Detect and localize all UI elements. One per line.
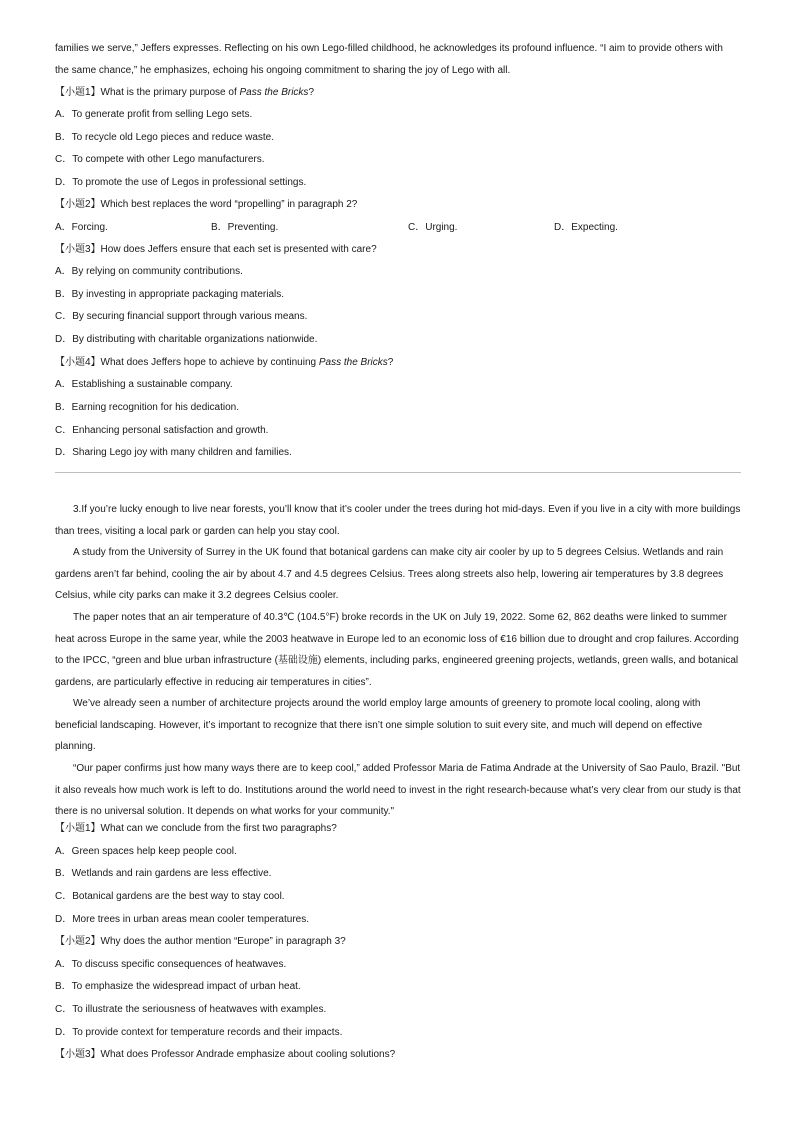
s2-q2-option-d: D．To provide context for temperature records and their impacts. xyxy=(55,1027,343,1038)
passage-paragraph-2: A study from the University of Surrey in the UK found that botanical gardens can make city air cooler by up to 5 degrees Celsius. Wetlands and rain gardens aren’t far behind, cooling the air by about 4.7 and 4.5 degrees Celsius. Trees along streets also help, lowering air temperatures by 3.8 degrees Celsius, while city parks can make it 3.2 degrees Celsius cooler. xyxy=(55,547,724,601)
q1-option-c: C．To compete with other Lego manufacturers. xyxy=(55,154,265,165)
q4-option-c: C．Enhancing personal satisfaction and growth. xyxy=(55,425,269,436)
passage-paragraph-3: The paper notes that an air temperature of 40.3℃ (104.5°F) broke records in the UK on July 19, 2022. Some 62, 862 deaths were linked to summer heat across Europe in the same year, while the 2003 heatwave in Europe led to an economic loss of €16 billion due to drought and crop failures. According to the IPCC, “green and blue urban infrastructure (基础设施) elements, including parks, engineered greening projects, wetlands, green walls, and botanical gardens, are particularly effective in reducing air temperatures in cities”. xyxy=(55,612,739,688)
question-1-stem: 【小题1】What is the primary purpose of Pass the Bricks? xyxy=(55,87,314,98)
intro-line-1: families we serve,” Jeffers expresses. Reflecting on his own Lego-filled childhood, he acknowledges its profound influence. “I aim to provide others with xyxy=(55,43,723,54)
q1-option-a: A．To generate profit from selling Lego sets. xyxy=(55,109,253,120)
q4-option-d: D．Sharing Lego joy with many children and families. xyxy=(55,447,292,458)
s2-q1-option-c: C．Botanical gardens are the best way to stay cool. xyxy=(55,891,285,902)
q4-option-a: A．Establishing a sustainable company. xyxy=(55,379,233,390)
intro-line-2: the same chance,” he emphasizes, echoing his ongoing commitment to sharing the joy of Lego with all. xyxy=(55,65,511,76)
q2-options-row xyxy=(55,221,745,235)
question-2-stem: 【小题2】Which best replaces the word “propelling” in paragraph 2? xyxy=(55,199,358,210)
s2-q2-option-c: C．To illustrate the seriousness of heatwaves with examples. xyxy=(55,1004,327,1015)
q2-option-d: D．Expecting. xyxy=(554,222,618,233)
question-4-stem: 【小题4】What does Jeffers hope to achieve by continuing Pass the Bricks? xyxy=(55,357,394,368)
passage-paragraph-4: We’ve already seen a number of architecture projects around the world employ large amounts of greenery to promote local cooling, along with beneficial landscaping. However, it’s important to recognize that there isn’t one simple solution to suit every site, and much will depend on effective planning. xyxy=(55,698,703,752)
q2-option-a: A．Forcing. xyxy=(55,222,108,233)
q3-option-a: A．By relying on community contributions. xyxy=(55,266,243,277)
q1-option-b: B．To recycle old Lego pieces and reduce waste. xyxy=(55,132,275,143)
q3-option-d: D．By distributing with charitable organizations nationwide. xyxy=(55,334,318,345)
q2-option-c: C．Urging. xyxy=(408,222,458,233)
passage-paragraph-5: “Our paper confirms just how many ways there are to keep cool,” added Professor Maria de Fatima Andrade at the University of Sao Paulo, Brazil. "But it also reveals how much work is left to do. Institutions around the world need to invest in the right research-because what’s very clear from our study is that there is no universal solution. It depends on what works for your community." xyxy=(55,763,741,817)
question-3-stem: 【小题3】How does Jeffers ensure that each set is presented with care? xyxy=(55,244,377,255)
s2-q1-option-a: A．Green spaces help keep people cool. xyxy=(55,846,237,857)
q3-option-c: C．By securing financial support through various means. xyxy=(55,311,308,322)
q4-option-b: B．Earning recognition for his dedication. xyxy=(55,402,239,413)
q3-option-b: B．By investing in appropriate packaging materials. xyxy=(55,289,285,300)
passage-paragraph-1: 3.If you’re lucky enough to live near forests, you’ll know that it’s cooler under the trees during hot mid-days. Even if you live in a city with more buildings than trees, visiting a local park or garden can help you stay cool. xyxy=(55,504,741,537)
s2-question-3-stem: 【小题3】What does Professor Andrade emphasize about cooling solutions? xyxy=(55,1049,396,1060)
s2-question-2-stem: 【小题2】Why does the author mention “Europe” in paragraph 3? xyxy=(55,936,346,947)
q2-option-b: B．Preventing. xyxy=(211,222,279,233)
s2-question-1-stem: 【小题1】What can we conclude from the first two paragraphs? xyxy=(55,823,337,834)
s2-q2-option-a: A．To discuss specific consequences of heatwaves. xyxy=(55,959,287,970)
q1-option-d: D．To promote the use of Legos in professional settings. xyxy=(55,177,307,188)
section-divider xyxy=(55,472,741,473)
s2-q1-option-b: B．Wetlands and rain gardens are less effective. xyxy=(55,868,272,879)
s2-q2-option-b: B．To emphasize the widespread impact of urban heat. xyxy=(55,981,301,992)
s2-q1-option-d: D．More trees in urban areas mean cooler temperatures. xyxy=(55,914,310,925)
